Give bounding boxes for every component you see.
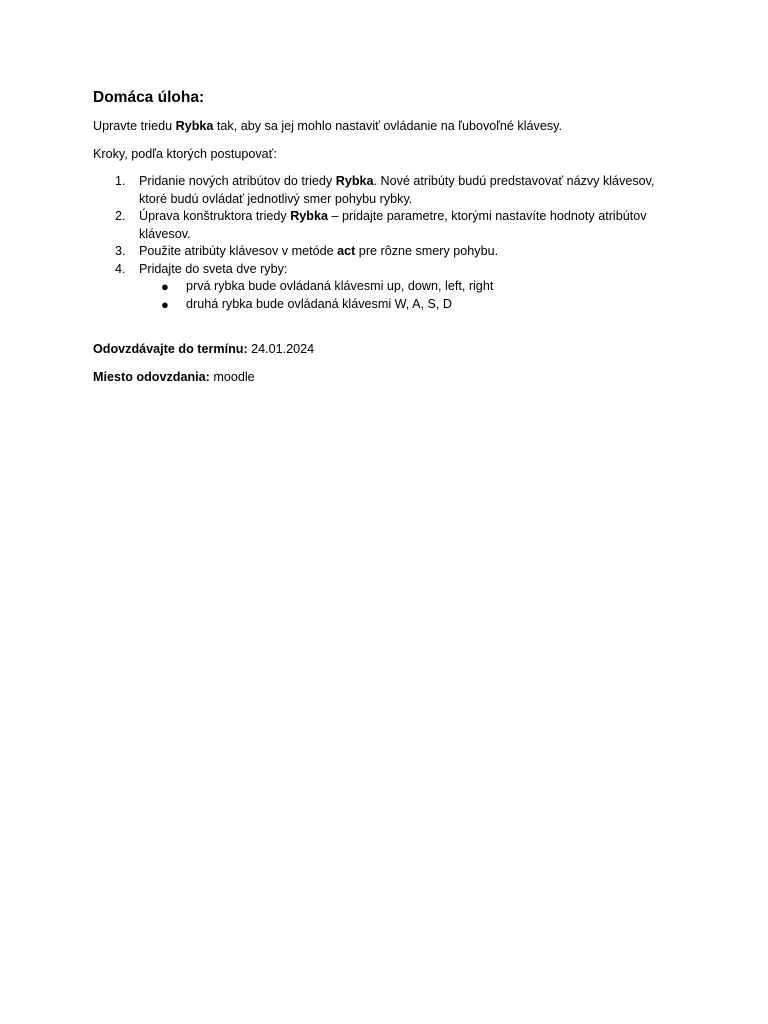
step-text-after: pre rôzne smery pohybu.	[355, 244, 499, 258]
sub-bullet-item	[139, 296, 683, 314]
sub-bullet-list	[139, 278, 683, 313]
bullet-icon: ●	[161, 279, 169, 294]
intro-paragraph	[93, 118, 683, 136]
step-number: 4.	[115, 261, 126, 276]
submission-place-label: Miesto odovzdania:	[93, 369, 210, 384]
sub-bullet-item	[139, 278, 683, 296]
step-text-after: – pridajte parametre, ktorými nastavíte hodnoty atribútov klávesov.	[139, 209, 647, 241]
step-text-after: . Nové atribúty budú predstavovať názvy klávesov, ktoré budú ovládať jednotlivý smer pohybu rybky.	[139, 174, 655, 206]
document-content	[93, 88, 683, 396]
step-text-before: Úprava konštruktora triedy	[139, 209, 291, 223]
deadline-line	[93, 341, 683, 359]
step-number: 2.	[115, 209, 126, 223]
step-text-before: Pridanie nových atribútov do triedy	[139, 174, 336, 188]
step-item-3	[93, 243, 683, 261]
page-title: Domáca úloha:	[93, 89, 205, 106]
sub-bullet-text: druhá rybka bude ovládaná klávesmi W, A, S, D	[186, 296, 453, 311]
intro-class-name: Rybka	[175, 119, 214, 133]
submission-place-line	[93, 369, 683, 387]
submission-place-value: moodle	[209, 369, 255, 384]
deadline-value: 24.01.2024	[247, 342, 315, 356]
intro-text-after: tak, aby sa jej mohlo nastaviť ovládanie na ľubovoľné klávesy.	[213, 119, 562, 133]
step-bold: Rybka	[335, 174, 374, 188]
intro-text-before: Upravte triedu	[93, 119, 176, 133]
step-bold: Rybka	[290, 209, 328, 223]
step-number: 3.	[115, 244, 126, 258]
steps-intro: Kroky, podľa ktorých postupovať:	[93, 146, 277, 161]
bullet-icon: ●	[161, 296, 169, 312]
step-item-4	[93, 261, 683, 314]
sub-bullet-text: prvá rybka bude ovládaná klávesmi up, down, left, right	[186, 279, 494, 293]
step-text-before: Použite atribúty klávesov v metóde	[139, 244, 338, 258]
step-text-before: Pridajte do sveta dve ryby:	[139, 261, 288, 276]
step-number: 1.	[115, 174, 126, 188]
step-item-1	[93, 173, 683, 208]
vertical-spacer	[93, 313, 683, 341]
step-bold: act	[337, 244, 356, 258]
deadline-label: Odovzdávajte do termínu:	[93, 342, 248, 356]
step-item-2	[93, 208, 683, 243]
steps-list	[93, 173, 683, 313]
